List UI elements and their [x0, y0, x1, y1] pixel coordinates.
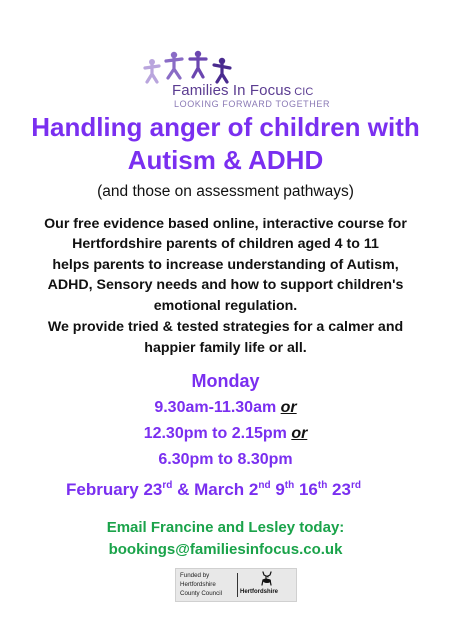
funder-divider — [237, 573, 238, 597]
body-line-5: emotional regulation. — [153, 298, 298, 314]
heading-line-1: Handling anger of children with — [31, 112, 420, 142]
funder-label: Hertfordshire — [240, 589, 279, 595]
body-line-1: Our free evidence based online, interactive course for — [44, 216, 407, 232]
email-cta: Email Francine and Lesley today: — [106, 519, 345, 536]
funder-text: Funded by Hertfordshire County Council — [180, 572, 222, 597]
logo-name: Families In Focus CIC — [172, 82, 314, 99]
logo-figures-icon — [140, 48, 240, 84]
body-line-7: happier family life or all. — [144, 340, 307, 356]
funder-badge — [175, 568, 297, 602]
time-slot-3: 6.30pm to 8.30pm — [158, 451, 293, 468]
schedule-day: Monday — [191, 371, 260, 391]
body-line-6: We provide tried & tested strategies for a calmer and — [47, 319, 404, 335]
email-address[interactable]: bookings@familiesinfocus.co.uk — [108, 541, 343, 558]
or-label: or — [291, 425, 308, 442]
logo-suffix: CIC — [294, 86, 314, 98]
time-slot-2: 12.30pm to 2.15pm or — [143, 425, 308, 442]
logo-tagline: LOOKING FORWARD TOGETHER — [174, 99, 331, 109]
time-slot-1: 9.30am-11.30am or — [154, 399, 297, 416]
stag-icon — [258, 570, 276, 588]
body-line-2: Hertfordshire parents of children aged 4 to 11 — [72, 236, 379, 252]
subtitle: (and those on assessment pathways) — [97, 183, 354, 200]
or-label: or — [280, 399, 297, 416]
body-line-4: ADHD, Sensory needs and how to support children's — [47, 277, 404, 293]
heading-line-2: Autism & ADHD — [127, 145, 324, 175]
body-line-3: helps parents to increase understanding of Autism, — [52, 257, 399, 273]
course-dates: February 23rd & March 2nd 9th 16th 23rd — [66, 480, 361, 499]
